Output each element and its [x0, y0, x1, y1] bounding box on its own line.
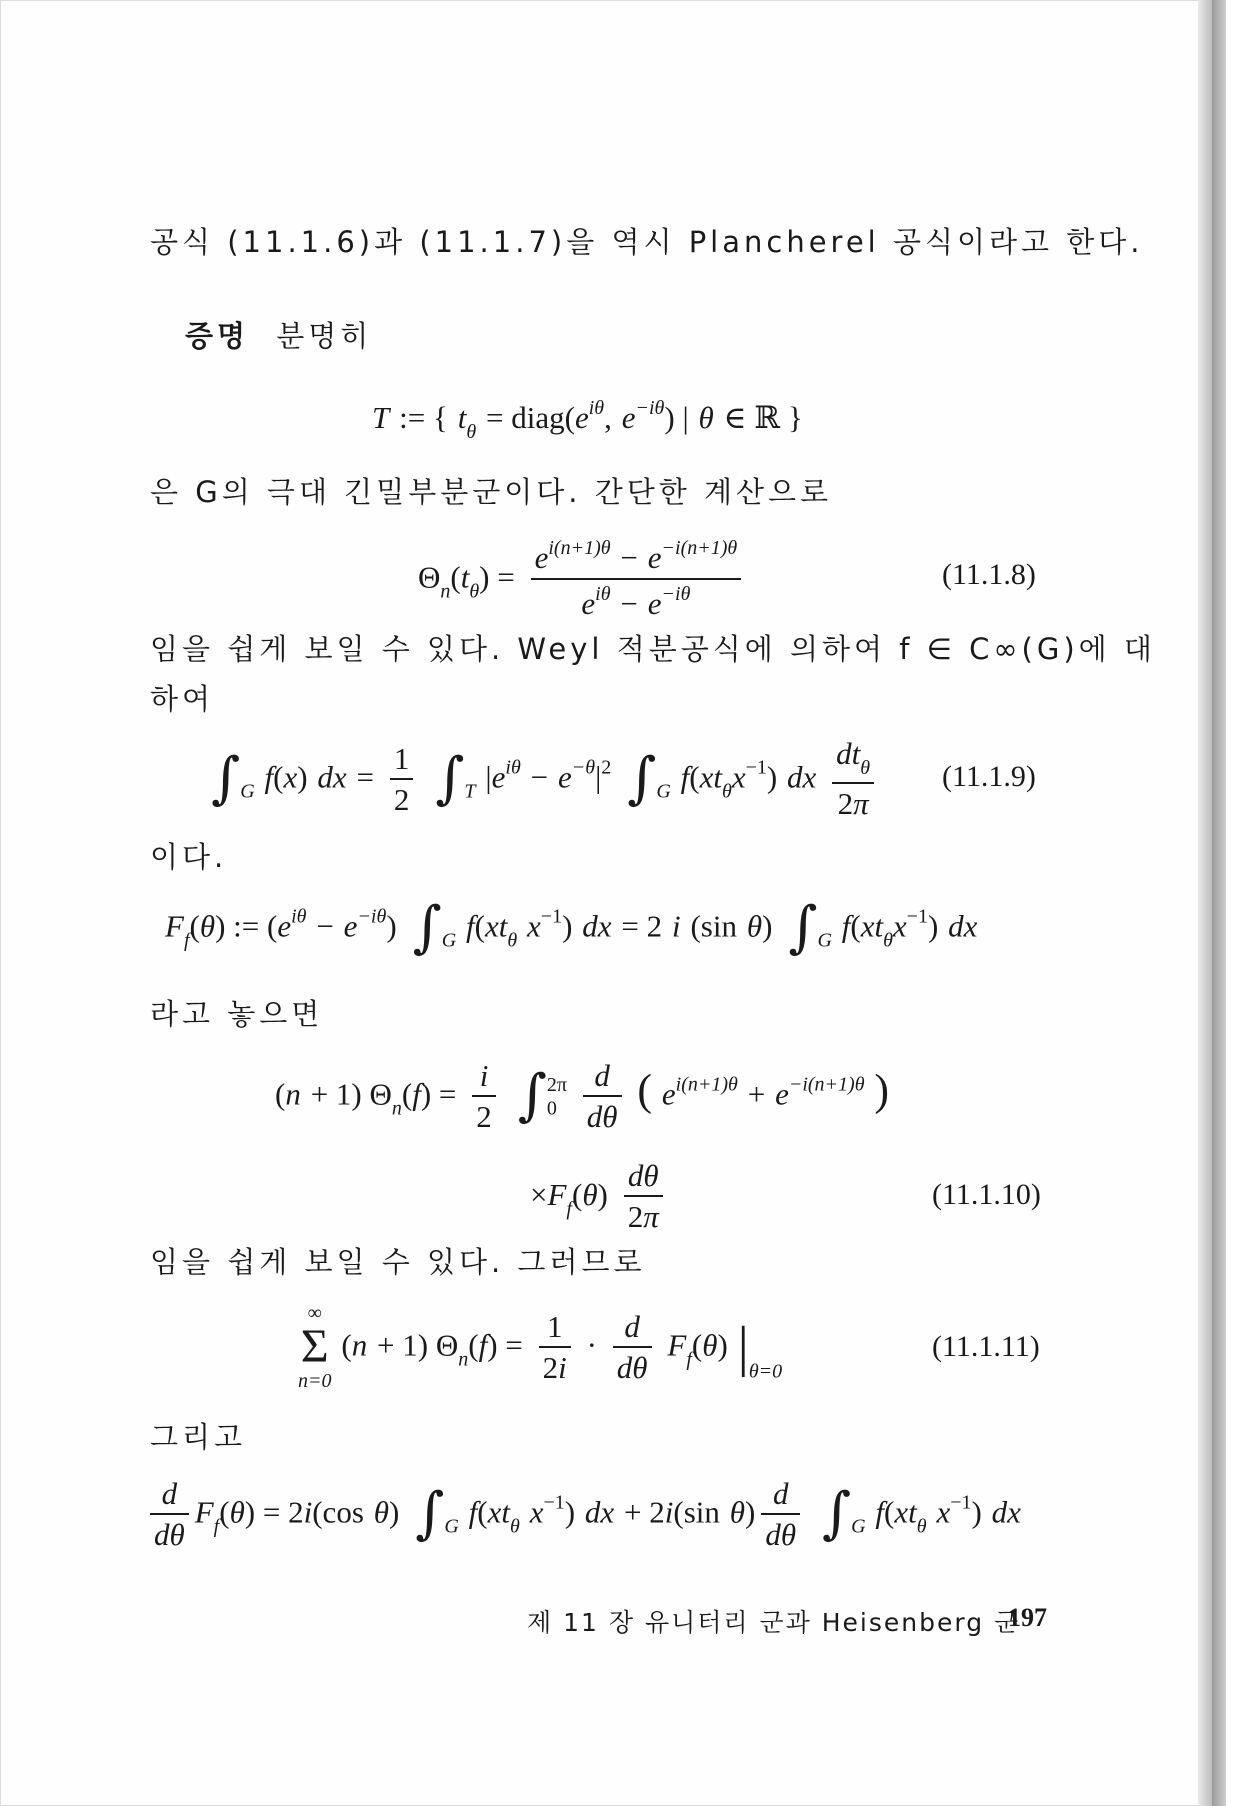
page-edge-margin [1226, 0, 1257, 1806]
paragraph-geurigo: 그리고 [150, 1420, 247, 1454]
equation-number-11-1-8: (11.1.8) [942, 558, 1036, 591]
equation-11-1-9: $\int_G$ f(x) dx = $\frac{1}{2}$ $\int_T$ $|e^{i\theta} - e^{-\theta}|^2$ $\int_G$ $f(xt_\theta x^{-1})$ dx $\frac{dt_\theta}{2\pi}$ [205, 738, 880, 820]
equation-derivative-F: $\frac{d}{d\theta}$ $F_f(\theta) = 2i(\cos$ θ) $\int_G$ $f(xt_\theta$ $x^{-1}$) dx + 2i(sin θ) $\frac{d}{d\theta}$ $\int_G$ $f(xt_\theta$ $x^{-1}$) dx [150, 1478, 1021, 1550]
equation-F-definition: $F_f(\theta)$ := $(e^{i\theta} - e^{-i\theta})$ $\int_G$ $f(xt_\theta$ $x^{-1}$) dx = 2 i (sin θ) $\int_G$ $f(xt_\theta x^{-1})$ dx [165, 895, 978, 960]
page-number: 197 [1008, 1603, 1047, 1632]
running-footer-chapter: 제 11 장 유니터리 군과 Heisenberg 군 [527, 1608, 1021, 1637]
equation-T-definition: T := { $t_\theta$ = $diag(e^{i\theta}$, $e^{-i\theta}$) | θ ∈ ℝ } [372, 397, 803, 443]
paragraph-nohumyeon: 라고 놓으면 [150, 997, 324, 1031]
page-edge-dark [1212, 0, 1226, 1806]
paragraph-therefore: 임을 쉽게 보일 수 있다. 그러므로 [150, 1245, 646, 1279]
equation-11-1-10-part2: $\times F_f(\theta)$ $\frac{d\theta}{2\pi}$ [530, 1160, 669, 1233]
paragraph-ida: 이다. [150, 840, 228, 874]
equation-number-11-1-10: (11.1.10) [932, 1178, 1041, 1211]
proof-line [185, 319, 373, 353]
proof-label: 증명 [185, 319, 250, 353]
paragraph-haye: 하여 [150, 682, 215, 716]
proof-start: 분명히 [276, 319, 373, 353]
equation-number-11-1-9: (11.1.9) [942, 760, 1036, 793]
page-edge-shadow [1198, 0, 1212, 1806]
paragraph-maximal-compact: 은 G의 극대 긴밀부분군이다. 간단한 계산으로 [150, 475, 833, 509]
equation-11-1-8: $\Theta_n(t_\theta)$ = $\frac{e^{i(n+1)\theta} - e^{-i(n+1)\theta}}{e^{i\theta} - e^{-i\theta}}$ [418, 538, 747, 620]
equation-11-1-10-part1: (n + 1) $\Theta_n(f)$ = $\frac{i}{2}$ $\int_0^{2\pi}$ $\frac{d}{d\theta}$ ( $e^{i(n+1)\theta} + e^{-i(n+1)\theta}$ ) [275, 1058, 890, 1134]
paragraph-plancherel: 공식 (11.1.6)과 (11.1.7)을 역시 Plancherel 공식이라고 한다. [150, 225, 1144, 259]
equation-11-1-11: ∞ Σ n=0 (n + 1) $\Theta_n(f)$ = $\frac{1}{2i}$ · $\frac{d}{d\theta}$ $F_f(\theta)$ $|_{\theta=0}$ [298, 1302, 783, 1392]
paragraph-weyl-integral: 임을 쉽게 보일 수 있다. Weyl 적분공식에 의하여 f ∈ C∞(G)에 대 [150, 632, 1156, 666]
equation-number-11-1-11: (11.1.11) [932, 1330, 1040, 1363]
